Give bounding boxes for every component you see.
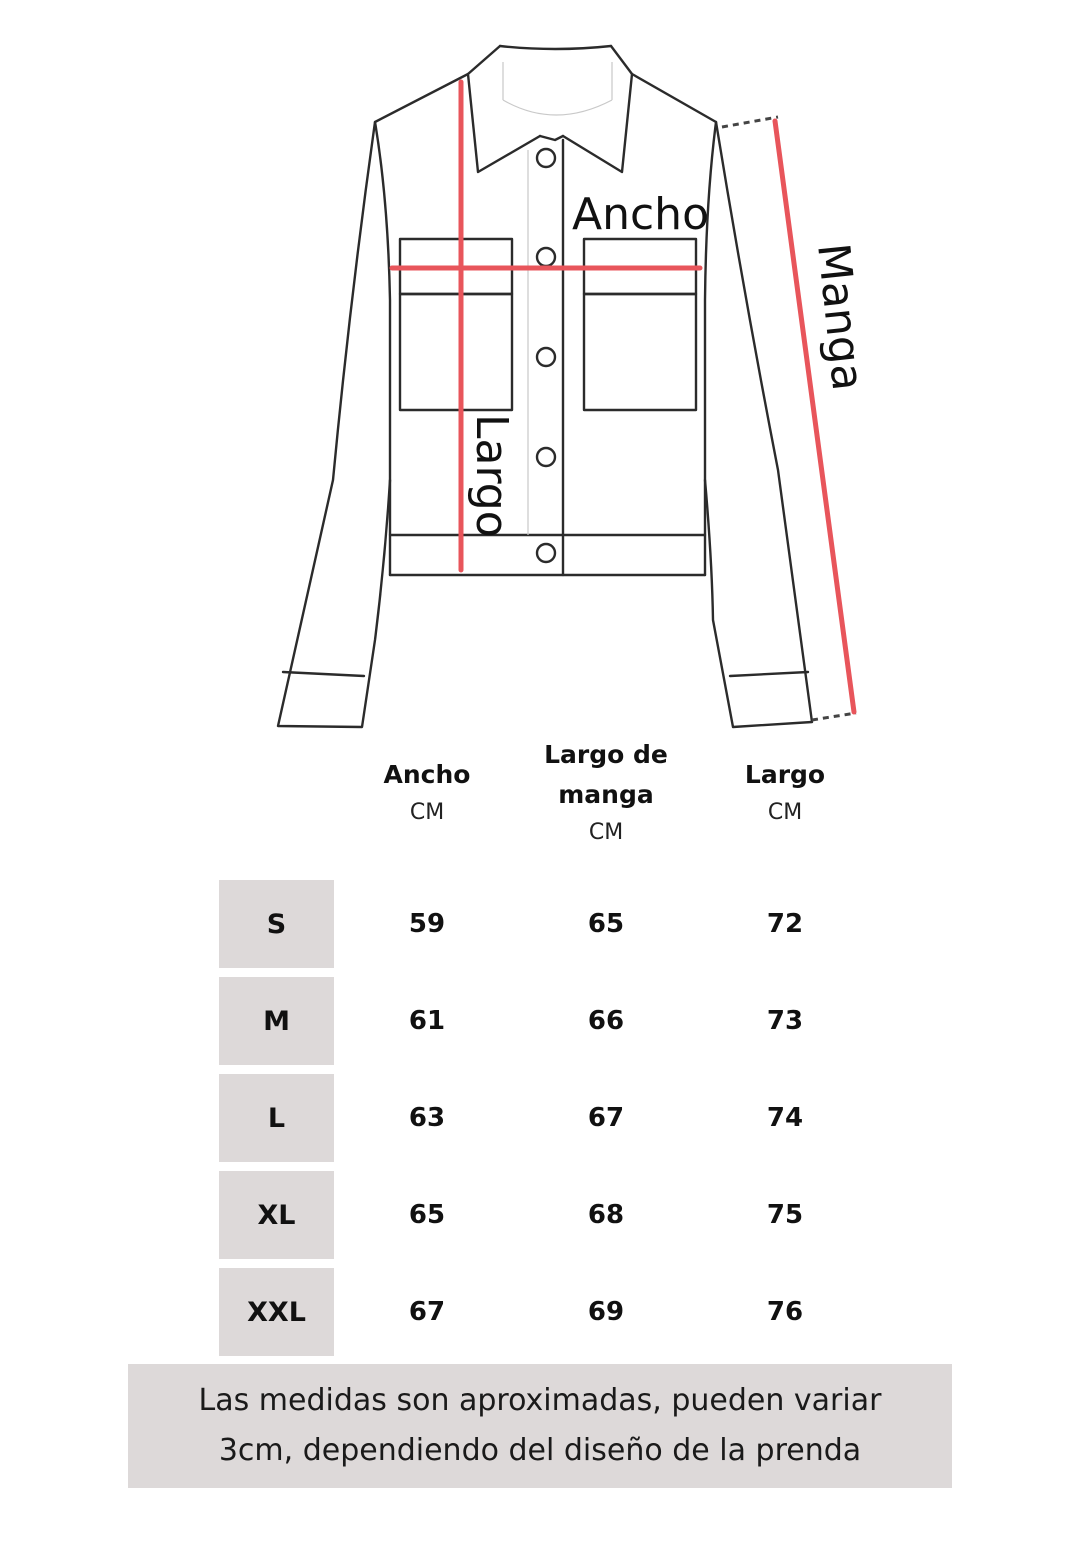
- column-unit: CM: [588, 820, 624, 845]
- column-header-largo: [685, 755, 885, 831]
- size-label-s: S: [219, 880, 334, 968]
- column-title: Ancho: [383, 760, 471, 789]
- size-label-l: L: [219, 1074, 334, 1162]
- column-title-line-2: manga: [558, 780, 654, 809]
- value-largo: 76: [766, 1297, 804, 1327]
- value-largo-de-manga: 67: [587, 1103, 625, 1133]
- sleeve-bottom-dash: [812, 713, 856, 720]
- column-header-largo-de-manga: [506, 735, 706, 851]
- value-largo: 72: [766, 909, 804, 939]
- value-largo: 73: [766, 1006, 804, 1036]
- manga-measure-line: [775, 121, 854, 712]
- value-largo: 74: [766, 1103, 804, 1133]
- disclaimer-line-1: Las medidas son aproximadas, pueden variar: [198, 1383, 882, 1418]
- value-ancho: 65: [408, 1200, 446, 1230]
- value-ancho: 63: [408, 1103, 446, 1133]
- value-largo-de-manga: 66: [587, 1006, 625, 1036]
- value-largo-de-manga: 65: [587, 909, 625, 939]
- jacket-buttons: [537, 149, 555, 562]
- column-header-ancho: [327, 755, 527, 831]
- value-largo: 75: [766, 1200, 804, 1230]
- value-ancho: 59: [408, 909, 446, 939]
- column-title: Largo: [744, 760, 826, 789]
- size-label-xxl: XXL: [219, 1268, 334, 1356]
- value-ancho: 67: [408, 1297, 446, 1327]
- size-label-xl: XL: [219, 1171, 334, 1259]
- measurement-disclaimer: [128, 1364, 952, 1488]
- value-largo-de-manga: 69: [587, 1297, 625, 1327]
- sleeve-top-dash: [722, 117, 778, 127]
- largo-diagram-label: Largo: [466, 414, 517, 538]
- ancho-diagram-label: Ancho: [572, 189, 709, 240]
- value-largo-de-manga: 68: [587, 1200, 625, 1230]
- column-title-line-1: Largo de: [544, 740, 668, 769]
- disclaimer-line-2: 3cm, dependiendo del diseño de la prenda: [218, 1433, 862, 1468]
- manga-diagram-label: Manga: [807, 240, 874, 394]
- column-unit: CM: [409, 800, 445, 825]
- value-ancho: 61: [408, 1006, 446, 1036]
- column-unit: CM: [767, 800, 803, 825]
- size-label-m: M: [219, 977, 334, 1065]
- jacket-measurement-diagram: [0, 0, 1080, 740]
